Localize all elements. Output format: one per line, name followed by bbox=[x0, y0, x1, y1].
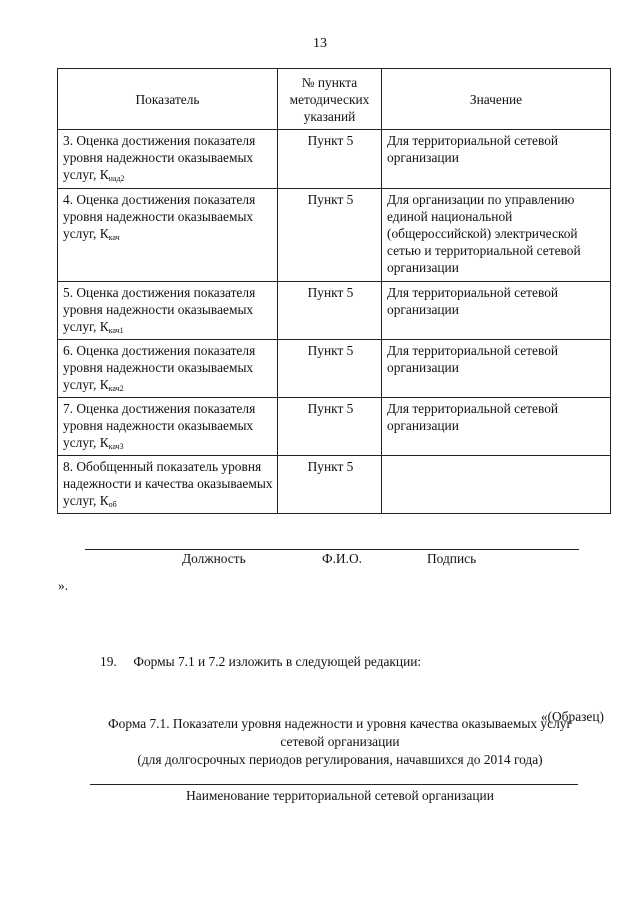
cell-value: Для территориальной сетевой организации bbox=[382, 398, 611, 456]
indicators-table bbox=[57, 68, 611, 514]
indicator-subscript: кач3 bbox=[108, 442, 124, 451]
indicator-text: 6. Оценка достижения показателя уровня надежности оказываемых услуг, К bbox=[63, 343, 256, 392]
table-row bbox=[58, 130, 611, 189]
form-title-line-1: Форма 7.1. Показатели уровня надежности и уровня качества оказываемых услуг bbox=[108, 716, 572, 731]
table-row bbox=[58, 456, 611, 514]
table-row bbox=[58, 340, 611, 398]
form-title-line-3: (для долгосрочных периодов регулирования, начавшихся до 2014 года) bbox=[137, 752, 543, 767]
cell-indicator bbox=[58, 340, 278, 398]
cell-indicator bbox=[58, 282, 278, 340]
cell-indicator bbox=[58, 189, 278, 282]
page-number: 13 bbox=[313, 36, 327, 51]
header-value: Значение bbox=[382, 69, 611, 130]
cell-clause: Пункт 5 bbox=[278, 456, 382, 514]
indicator-text: 7. Оценка достижения показателя уровня надежности оказываемых услуг, К bbox=[63, 401, 256, 450]
header-indicator: Показатель bbox=[58, 69, 278, 130]
cell-clause: Пункт 5 bbox=[278, 282, 382, 340]
indicator-text: 5. Оценка достижения показателя уровня надежности оказываемых услуг, К bbox=[63, 285, 256, 334]
item-number: 19. bbox=[100, 654, 117, 669]
cell-value: Для организации по управлению единой национальной (общероссийской) электрической сетью и территориальной сетевой организации bbox=[382, 189, 611, 282]
full-name-label: Ф.И.О. bbox=[322, 551, 362, 566]
indicator-subscript: кач1 bbox=[108, 326, 124, 335]
table-row bbox=[58, 282, 611, 340]
indicator-text: 4. Оценка достижения показателя уровня надежности оказываемых услуг, К bbox=[63, 192, 256, 241]
item-text: Формы 7.1 и 7.2 изложить в следующей редакции: bbox=[133, 654, 422, 669]
cell-clause: Пункт 5 bbox=[278, 189, 382, 282]
cell-value bbox=[382, 456, 611, 514]
org-name-label: Наименование территориальной сетевой организации bbox=[186, 788, 494, 803]
position-label: Должность bbox=[182, 551, 246, 566]
indicator-subscript: кач bbox=[108, 233, 120, 242]
cell-value: Для территориальной сетевой организации bbox=[382, 340, 611, 398]
indicator-subscript: над2 bbox=[108, 174, 125, 183]
sample-label: «(Образец) bbox=[540, 709, 604, 724]
cell-indicator bbox=[58, 456, 278, 514]
indicator-subscript: об bbox=[108, 500, 117, 509]
org-name-line bbox=[90, 784, 578, 785]
indicator-text: 3. Оценка достижения показателя уровня надежности оказываемых услуг, К bbox=[63, 133, 256, 182]
cell-clause: Пункт 5 bbox=[278, 398, 382, 456]
cell-clause: Пункт 5 bbox=[278, 130, 382, 189]
form-title bbox=[50, 715, 630, 769]
signature-line bbox=[85, 549, 579, 550]
form-title-line-2: сетевой организации bbox=[280, 734, 400, 749]
item-19 bbox=[100, 654, 421, 670]
cell-value: Для территориальной сетевой организации bbox=[382, 282, 611, 340]
indicator-text: 8. Обобщенный показатель уровня надежности и качества оказываемых услуг, К bbox=[63, 459, 273, 508]
indicator-subscript: кач2 bbox=[108, 384, 124, 393]
cell-clause: Пункт 5 bbox=[278, 340, 382, 398]
cell-indicator bbox=[58, 130, 278, 189]
table-header-row bbox=[58, 69, 611, 130]
closing-quote: ». bbox=[58, 578, 69, 593]
table-row bbox=[58, 398, 611, 456]
table-row bbox=[58, 189, 611, 282]
signature-label: Подпись bbox=[427, 551, 477, 566]
cell-indicator bbox=[58, 398, 278, 456]
cell-value: Для территориальной сетевой организации bbox=[382, 130, 611, 189]
header-clause: № пункта методических указаний bbox=[278, 69, 382, 130]
